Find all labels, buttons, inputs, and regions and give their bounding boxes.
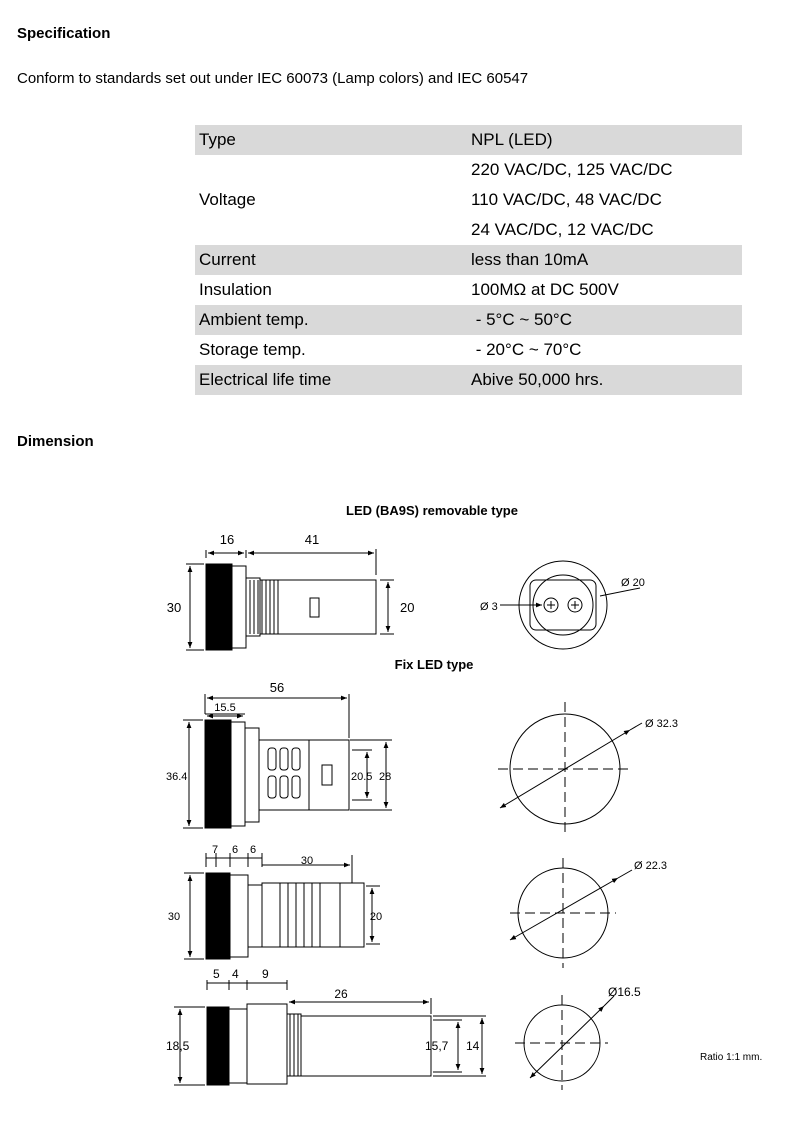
table-row — [195, 155, 742, 185]
dim-15-7: 15,7 — [425, 1039, 449, 1053]
table-row — [195, 305, 742, 335]
fix-18-side-view — [174, 980, 486, 1085]
fix-18-front-view — [515, 995, 614, 1090]
dim-7: 7 — [212, 844, 219, 856]
specification-heading: Specification — [17, 25, 111, 42]
removable-front-view — [500, 561, 640, 649]
dim-16: 16 — [219, 532, 235, 547]
ambient-temp-label: Ambient temp. — [195, 305, 467, 335]
life-time-value: Abive 50,000 hrs. — [467, 365, 742, 395]
voltage-value-3: 24 VAC/DC, 12 VAC/DC — [471, 220, 654, 239]
dim-20-5: 20.5 — [351, 771, 373, 783]
fix-36-side-view — [183, 694, 392, 828]
standards-note: Conform to standards set out under IEC 60073 (Lamp colors) and IEC 60547 — [17, 70, 529, 87]
ambient-temp-value: - 5°C ~ 50°C — [467, 305, 742, 335]
removable-type-title: LED (BA9S) removable type — [346, 503, 518, 518]
fix-30-front-view — [510, 858, 632, 968]
dim-15-5: 15.5 — [214, 702, 236, 714]
dim-6a: 6 — [232, 844, 239, 856]
storage-temp-value: - 20°C ~ 70°C — [471, 340, 582, 359]
dim-26: 26 — [334, 987, 348, 1001]
dim-9: 9 — [262, 967, 269, 981]
table-row — [195, 245, 742, 275]
dimension-heading: Dimension — [17, 433, 94, 450]
dim-20: 20 — [400, 600, 415, 615]
dim-41: 41 — [304, 532, 320, 547]
specification-table — [195, 125, 742, 395]
dimension-drawing — [0, 480, 800, 1110]
voltage-value-2: 110 VAC/DC, 48 VAC/DC — [471, 190, 662, 209]
phi-20: Ø 20 — [621, 577, 645, 589]
removable-side-view — [186, 549, 394, 650]
voltage-value-1: 220 VAC/DC, 125 VAC/DC — [471, 160, 673, 179]
dim-28: 28 — [379, 771, 392, 783]
dim-30: 30 — [166, 600, 182, 615]
fix-36-front-view — [498, 702, 642, 836]
dim-6b: 6 — [250, 844, 257, 856]
phi-3: Ø 3 — [480, 601, 498, 613]
table-row — [195, 365, 742, 395]
voltage-label: Voltage — [199, 190, 256, 209]
dim-4: 4 — [232, 967, 239, 981]
table-row — [195, 275, 742, 305]
current-value: less than 10mA — [467, 245, 742, 275]
dim-30-height: 30 — [167, 911, 181, 923]
dim-20-width: 20 — [369, 911, 383, 923]
fix-type-title: Fix LED type — [394, 657, 474, 672]
ratio-note: Ratio 1:1 mm. — [700, 1052, 763, 1063]
phi-32-3: Ø 32.3 — [645, 718, 679, 730]
dim-36-4: 36.4 — [166, 771, 188, 783]
insulation-label: Insulation — [199, 280, 272, 299]
type-label: Type — [195, 125, 467, 155]
dim-14: 14 — [466, 1039, 480, 1053]
dim-30-length: 30 — [300, 855, 314, 867]
type-value: NPL (LED) — [467, 125, 742, 155]
dim-18-5: 18,5 — [166, 1039, 190, 1053]
table-row — [195, 125, 742, 155]
dim-5: 5 — [213, 967, 220, 981]
current-label: Current — [195, 245, 467, 275]
storage-temp-label: Storage temp. — [199, 340, 306, 359]
fix-30-side-view — [184, 853, 383, 959]
table-row — [195, 335, 742, 365]
insulation-value: 100MΩ at DC 500V — [471, 280, 619, 299]
life-time-label: Electrical life time — [195, 365, 467, 395]
dim-56: 56 — [269, 680, 285, 695]
phi-16-5: Ø16.5 — [608, 985, 641, 999]
phi-22-3: Ø 22.3 — [634, 860, 668, 872]
